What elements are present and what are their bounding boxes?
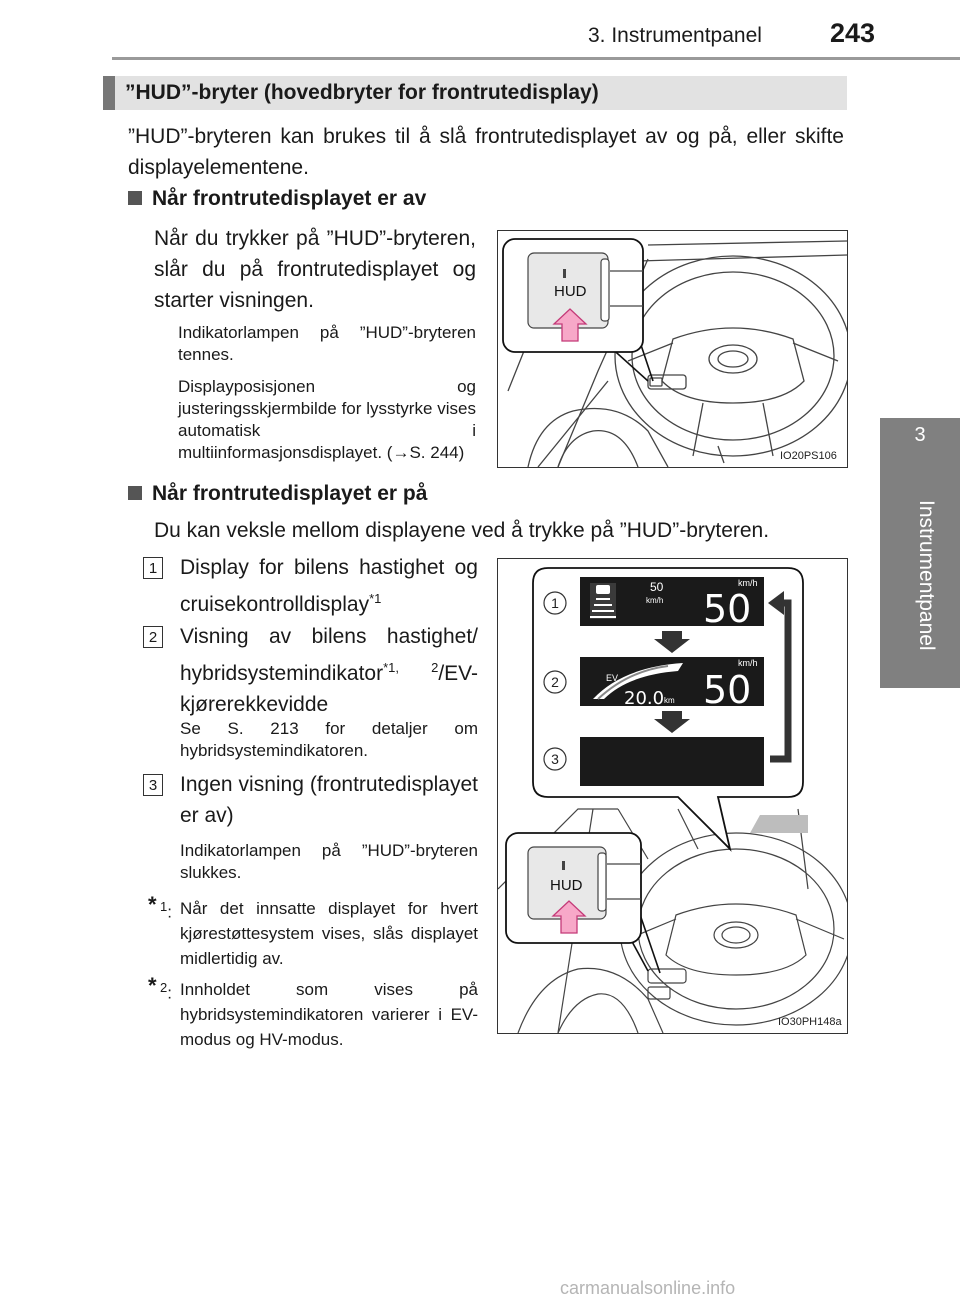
- subsection-on-heading-text: Når frontrutedisplayet er på: [152, 482, 428, 505]
- square-bullet-icon: [128, 191, 142, 205]
- footnote-1-text: Når det innsatte displayet for hvert kjørestøttesystem vises, slås displayet midlertidig av.: [180, 899, 478, 968]
- display-2-unit: km/h: [738, 658, 758, 668]
- footnote-2-ref: $^2$:: [160, 980, 172, 1003]
- square-bullet-icon: [128, 486, 142, 500]
- hud-button-label-2: HUD: [550, 877, 583, 894]
- display-2-range: 20.0: [624, 688, 665, 709]
- figure-hud-display-cycle: [497, 558, 848, 1034]
- steering-wheel-illustration: [498, 231, 847, 467]
- display-2-range-unit: km: [664, 696, 675, 705]
- subsection-off-body: Når du trykker på ”HUD”-bryteren, slår du på frontrutedisplayet og starter visningen.: [154, 227, 476, 312]
- display-2-ev-label: EV: [606, 673, 619, 683]
- item-3-note: Indikatorlampen på ”HUD”-bryteren slukkes.: [180, 841, 478, 882]
- side-tab-chapter-number: 3: [914, 424, 926, 446]
- figure-hud-switch-off: [497, 230, 848, 468]
- section-title: ”HUD”-bryter (hovedbryter for frontrutedisplay): [125, 81, 599, 104]
- hud-display-cycle-illustration: [498, 559, 847, 1033]
- subsection-on-body: Du kan veksle mellom displayene ved å trykke på ”HUD”-bryteren.: [154, 519, 770, 542]
- item-2-footnote-ref: *1, 2: [383, 660, 439, 675]
- chapter-title: 3. Instrumentpanel: [588, 24, 762, 47]
- item-2-label-b: /EV-kjørerekkevidde: [180, 662, 478, 716]
- item-2-text: [180, 621, 478, 720]
- figure-2-code: IO30PH148a: [778, 1016, 842, 1028]
- display-1-number: 1: [551, 595, 559, 611]
- display-1-set-speed: 50: [650, 580, 664, 594]
- item-number-1: 1: [143, 557, 163, 579]
- section-title-bar: [103, 76, 847, 110]
- display-2-speed: 50: [703, 668, 752, 712]
- item-2-note: Se S. 213 for detaljer om hybridsystemindikatoren.: [180, 719, 478, 760]
- display-3-number: 3: [551, 751, 559, 767]
- footnote-1-ref: $^1$:: [160, 899, 172, 922]
- display-1-set-unit: km/h: [646, 596, 664, 605]
- figure-1-code: IO20PS106: [780, 450, 837, 462]
- subsection-off-heading-text: Når frontrutedisplayet er av: [152, 187, 427, 210]
- item-number-2: 2: [143, 626, 163, 648]
- section-bar-edge: [103, 76, 115, 110]
- subsection-off-note-2: Displayposisjonen og justeringsskjermbilde for lysstyrke vises automatisk i multiinformasjonsdisplayet. (→S. 244): [178, 377, 476, 462]
- page-number: 243: [830, 18, 876, 48]
- hud-button-label: HUD: [554, 283, 587, 300]
- item-1-label: Display for bilens hastighet og cruisekontrolldisplay: [180, 556, 478, 616]
- item-1-text: [180, 552, 478, 620]
- footnote-1-mark: *: [148, 892, 157, 917]
- item-3-text: Ingen visning (frontrutedisplayet er av): [180, 773, 478, 827]
- display-2-number: 2: [551, 674, 559, 690]
- intro-paragraph: ”HUD”-bryteren kan brukes til å slå frontrutedisplayet av og på, eller skifte displayelementene.: [128, 125, 844, 179]
- header-rule: [112, 57, 960, 60]
- footnote-2-text: Innholdet som vises på hybridsystemindikatoren varierer i EV-modus og HV-modus.: [180, 980, 478, 1049]
- subsection-off-note-1: Indikatorlampen på ”HUD”-bryteren tennes.: [178, 323, 476, 364]
- display-1-speed: 50: [703, 587, 752, 631]
- display-1-unit: km/h: [738, 578, 758, 588]
- watermark: carmanualsonline.info: [560, 1278, 736, 1298]
- subsection-on-heading: [128, 482, 427, 506]
- footnote-2-mark: *: [148, 973, 157, 998]
- side-tab-label: Instrumentpanel: [915, 500, 938, 651]
- item-2-label-a: Visning av bilens hastighet/ hybridsystemindikator: [180, 625, 478, 685]
- item-number-3: 3: [143, 774, 163, 796]
- subsection-off-heading: [128, 187, 426, 211]
- item-1-footnote-ref: *1: [369, 591, 382, 606]
